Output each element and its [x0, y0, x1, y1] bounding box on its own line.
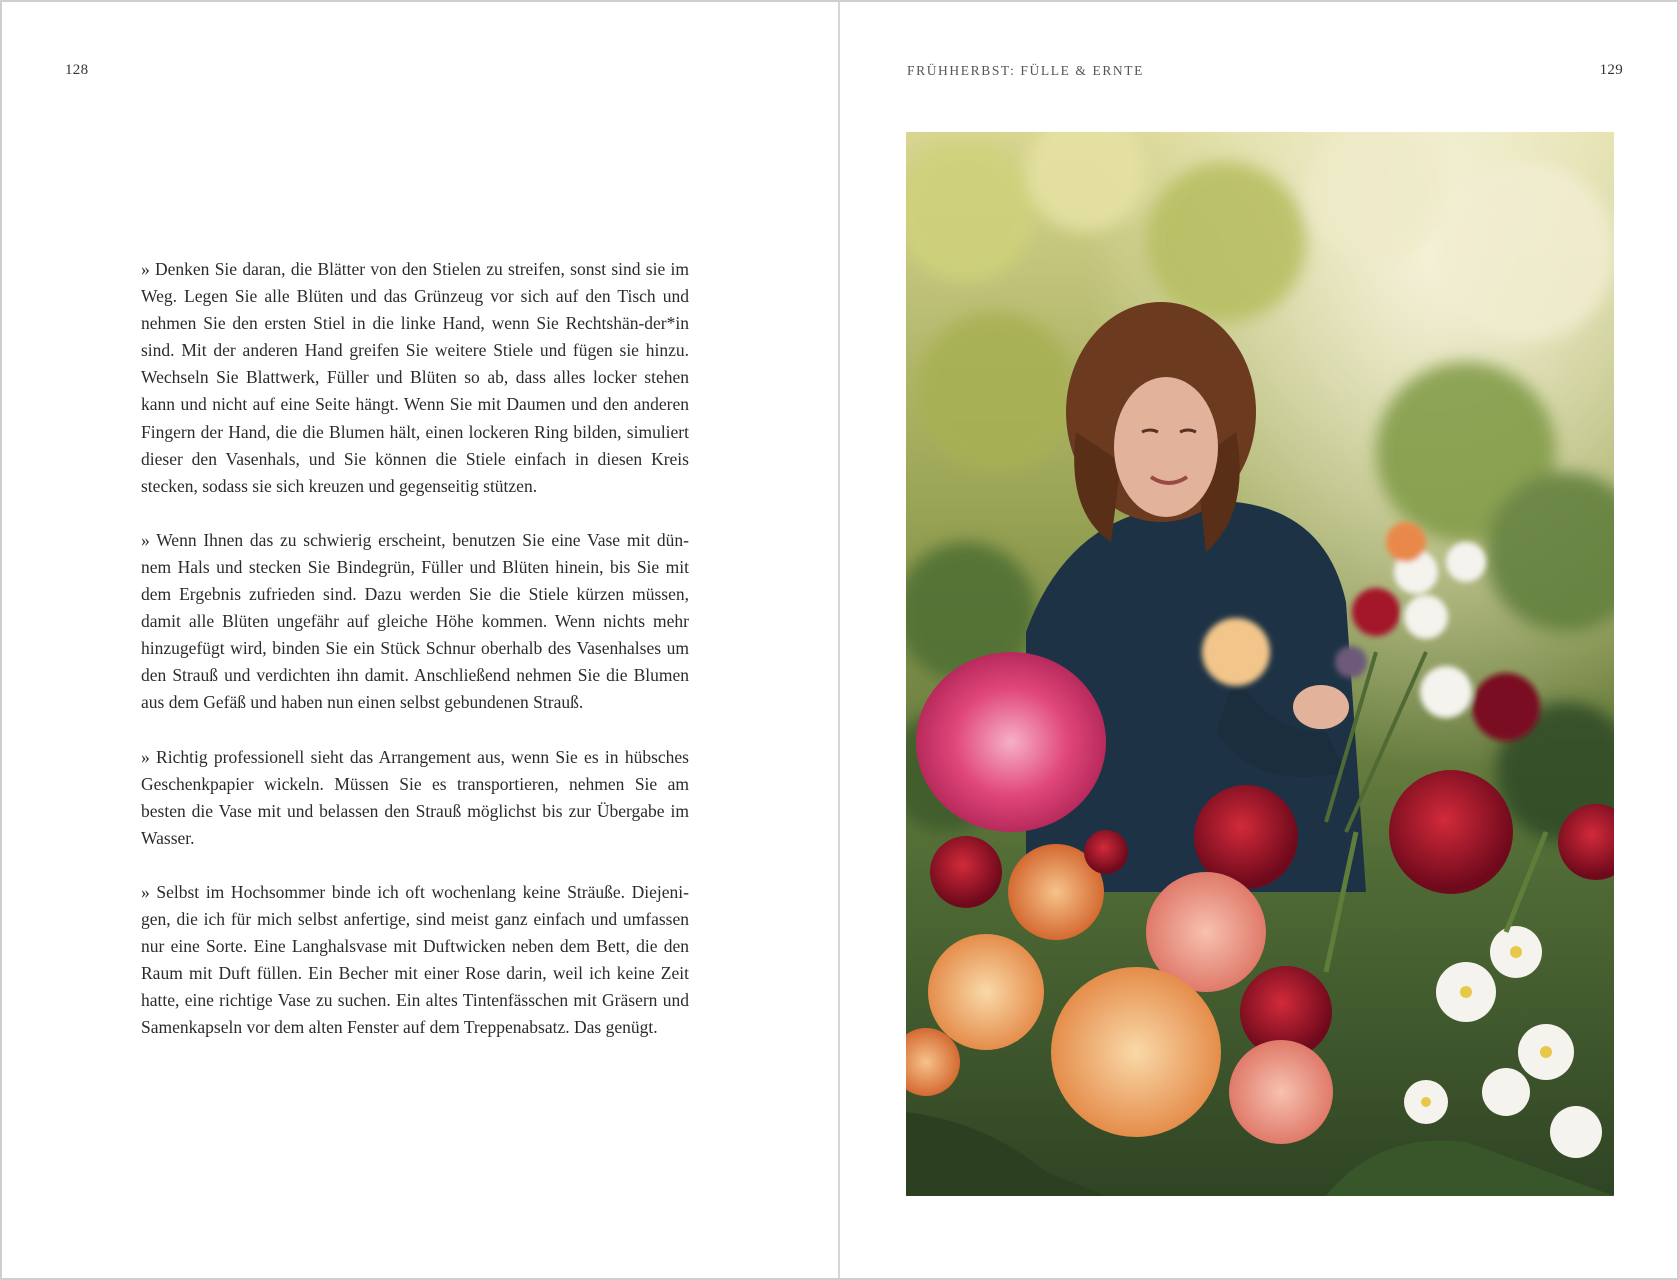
page-number-left: 128	[65, 62, 89, 78]
photo-woman-with-dahlias	[906, 132, 1614, 1196]
page-number-right: 129	[1599, 62, 1623, 78]
body-text	[141, 256, 689, 1068]
paragraph-1: » Denken Sie daran, die Blätter von den Stielen zu streifen, sonst sind sie im Weg. Legen Sie alle Blüten und das Grünzeug vor sich auf den Tisch und nehmen Sie den ersten Stiel in die linke Hand, wenn Sie Rechtshän-der*in sind. Mit der anderen Hand greifen Sie weitere Stiele und fügen sie hinzu. Wechseln Sie Blattwerk, Füller und Blüten so ab, dass alles locker stehen kann und nicht auf eine Seite hängt. Wenn Sie mit Daumen und den anderen Fingern der Hand, die die Blumen hält, einen lockeren Ring bilden, simuliert dieser den Vasenhals, und Sie können die Stiele einfach in diesen Kreis stecken, sodass sie sich kreuzen und gegenseitig stützen.	[141, 259, 689, 496]
left-page	[2, 2, 838, 1278]
running-head: FRÜHHERBST: FÜLLE & ERNTE	[907, 63, 1144, 78]
paragraph-2: » Wenn Ihnen das zu schwierig erscheint, benutzen Sie eine Vase mit dün-nem Hals und stecken Sie Bindegrün, Füller und Blüten hinein, bis Sie mit dem Ergebnis zufrieden sind. Dazu werden Sie die Stiele kürzen müssen, damit alle Blüten ungefähr auf gleiche Höhe kommen. Wenn nichts mehr hinzugefügt wird, binden Sie ein Stück Schnur oberhalb des Vasenhalses um den Strauß und verdichten ihn damit. Anschließend nehmen Sie die Blumen aus dem Gefäß und haben nun einen selbst gebundenen Strauß.	[141, 529, 689, 713]
paragraph-4: » Selbst im Hochsommer binde ich oft wochenlang keine Sträuße. Diejeni-gen, die ich für mich selbst anfertige, sind meist ganz einfach und umfassen nur eine Sorte. Eine Langhalsvase mit Duftwicken neben dem Bett, die den Raum mit Duft füllen. Ein Becher mit einer Rose darin, weil ich keine Zeit hatte, eine richtige Vase zu suchen. Ein altes Tintenfässchen mit Gräsern und Samenkapseln vor dem alten Fenster auf dem Treppenabsatz. Das genügt.	[141, 881, 689, 1038]
photo-illustration	[906, 132, 1614, 1196]
right-page	[840, 2, 1679, 1278]
paragraph-3: » Richtig professionell sieht das Arrangement aus, wenn Sie es in hübsches Geschenkpapier wickeln. Müssen Sie es transportieren, nehmen Sie am besten die Vase mit und belassen den Strauß möglichst bis zur Übergabe im Wasser.	[141, 746, 689, 848]
